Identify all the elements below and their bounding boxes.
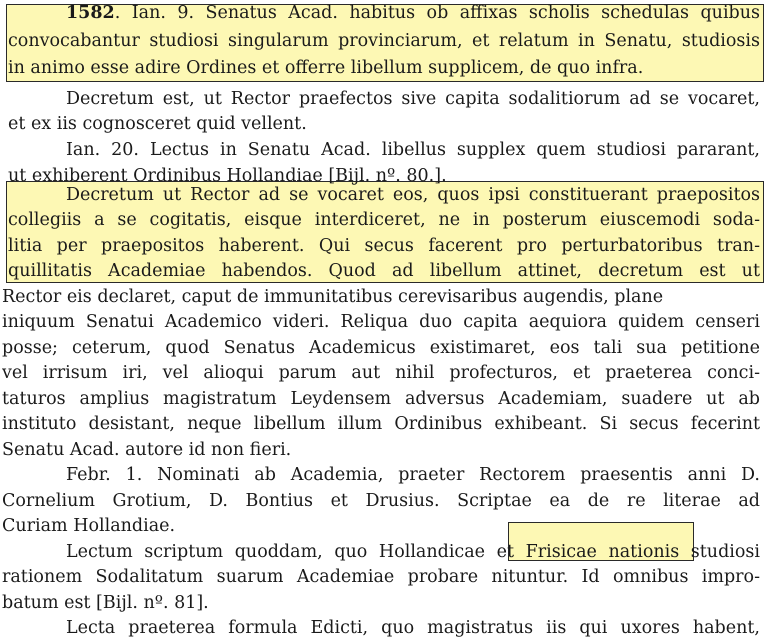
text-line: ut exhiberent Ordinibus Hollandiae [Bijl. nº. 80.]. <box>8 166 447 186</box>
text-line: Decretum est, ut Rector praefectos sive capita sodalitiorum ad se vocaret, <box>66 89 760 109</box>
text-line <box>66 0 768 26</box>
text-line: iniquum Senatui Academico videri. Reliqua duo capita aequiora quidem censeri <box>2 312 760 332</box>
text-line: batum est [Bijl. nº. 81]. <box>2 593 209 613</box>
entry-year: 1582 <box>66 3 115 23</box>
text-line: taturos amplius magistratum Leydensem adversus Academiam, suadere ut ab <box>2 389 760 409</box>
text-line: in animo esse adire Ordines et offerre libellum supplicem, de quo infra. <box>8 58 644 78</box>
text-line: litia per praepositos haberent. Qui secus facerent pro perturbatoribus tran- <box>8 236 760 256</box>
text-line: et ex iis cognosceret quid vellent. <box>8 114 307 134</box>
text-line: Lecta praeterea formula Edicti, quo magistratus iis qui uxores habent, <box>66 618 760 638</box>
text-line: vel irrisum iri, vel alioqui parum aut nihil profecturos, et praeterea conci- <box>2 363 760 383</box>
text-line: posse; ceterum, quod Senatus Academicus existimaret, eos tali sua petitione <box>2 338 760 358</box>
text-line: Febr. 1. Nominati ab Academia, praeter Rectorem praesentis anni D. <box>66 465 760 485</box>
text-line: Lectum scriptum quoddam, quo Hollandicae et Frisicae nationis studiosi <box>66 542 760 562</box>
text-line: Decretum ut Rector ad se vocaret eos, quos ipsi constituerant praepositos <box>66 185 760 205</box>
text-line: Senatu Acad. autore id non fieri. <box>2 440 292 460</box>
text-line: Curiam Hollandiae. <box>2 516 176 536</box>
text-line: convocabantur studiosi singularum provinciarum, et relatum in Senatu, studiosis <box>8 31 760 51</box>
text-line: instituto desistant, neque libellum illum Ordinibus exhibeant. Si secus fecerint <box>2 414 760 434</box>
text-line: Ian. 20. Lectus in Senatu Acad. libellus supplex quem studiosi pararant, <box>66 140 760 160</box>
text-line: Rector eis declaret, caput de immunitatibus cerevisaribus augendis, plane <box>2 287 664 307</box>
line-text: . Ian. 9. Senatus Acad. habitus ob affixas scholis schedulas quibus <box>114 3 760 23</box>
text-line: Cornelium Grotium, D. Bontius et Drusius. Scriptae ea de re literae ad <box>2 491 760 511</box>
text-line: quillitatis Academiae habendos. Quod ad libellum attinet, decretum est ut <box>8 261 760 281</box>
text-line: collegiis a se cogitatis, eisque interdiceret, ne in posterum eiuscemodi soda- <box>8 210 760 230</box>
text-line: rationem Sodalitatum suarum Academiae probare nituntur. Id omnibus impro- <box>2 567 760 587</box>
